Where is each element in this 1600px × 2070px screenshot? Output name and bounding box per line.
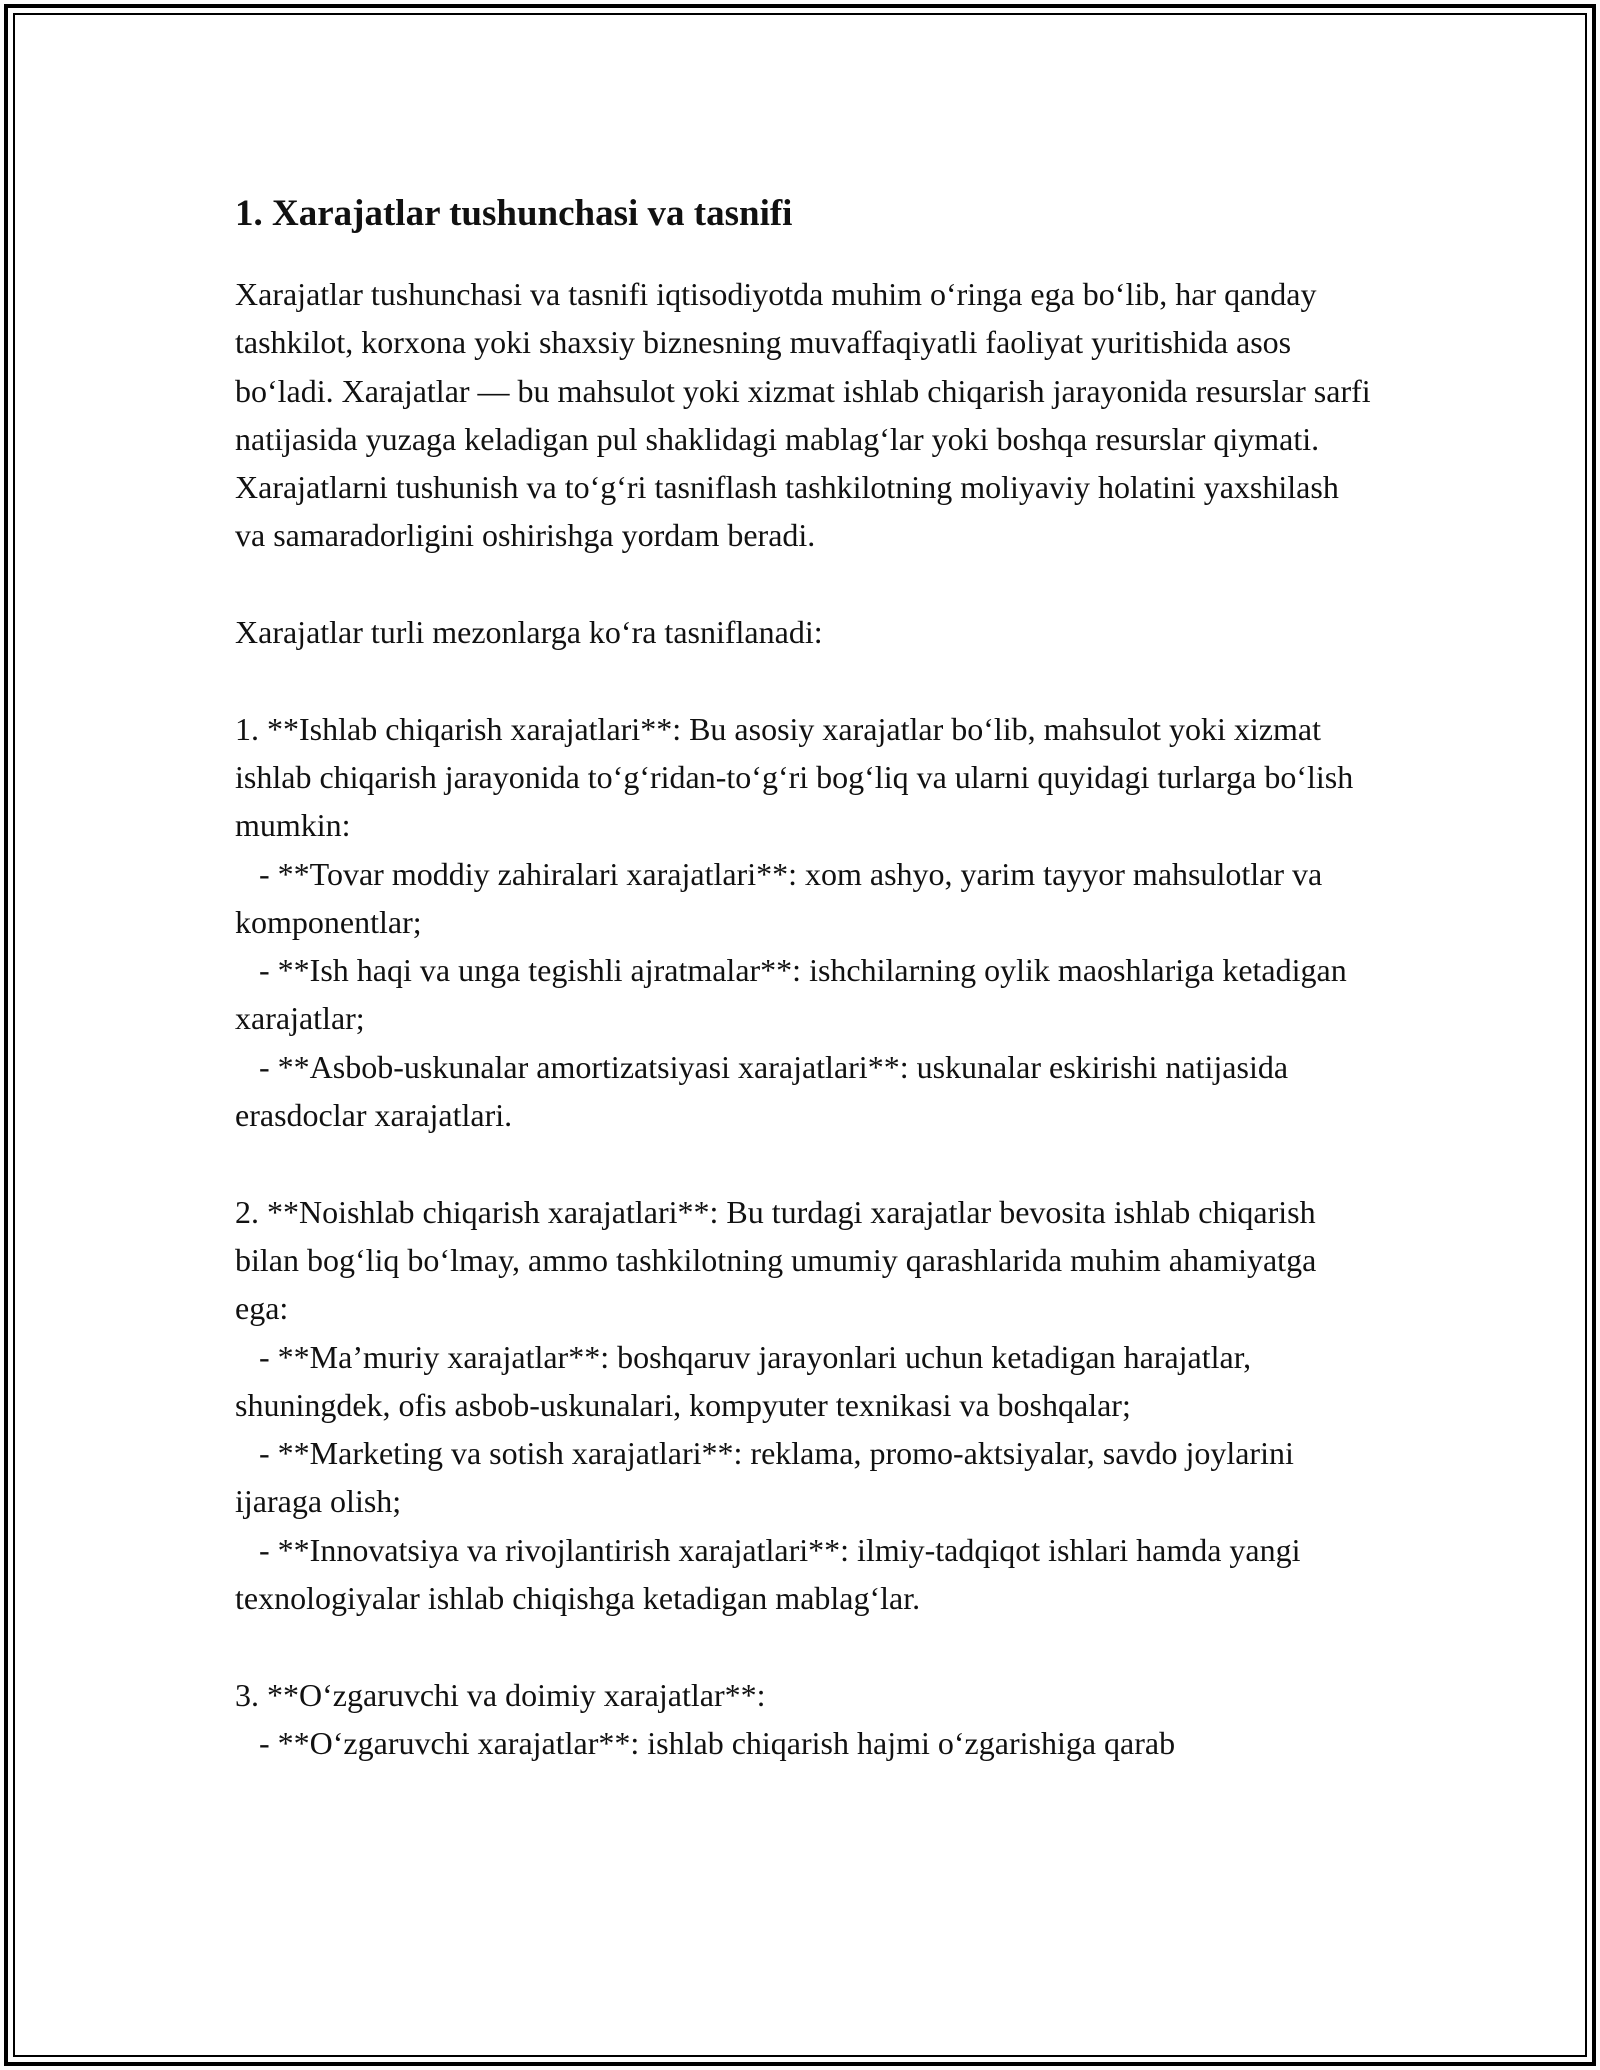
- list-item: - **O‘zgaruvchi xarajatlar**: ishlab chiqarish hajmi o‘zgarishiga qarab: [235, 1724, 1176, 1761]
- section-production-costs: [235, 705, 1375, 1140]
- classification-lead: Xarajatlar turli mezonlarga ko‘ra tasniflanadi:: [235, 614, 823, 651]
- spacer: [235, 656, 1375, 704]
- section-variable-fixed-costs: [235, 1671, 1375, 1768]
- list-item: - **Tovar moddiy zahiralari xarajatlari**: xom ashyo, yarim tayyor mahsulotlar va komponentlar;: [235, 855, 1331, 940]
- list-item: - **Asbob-uskunalar amortizatsiyasi xarajatlari**: uskunalar eskirishi natijasida erasdoclar xarajatlari.: [235, 1048, 1297, 1134]
- section-title: 1. **Ishlab chiqarish xarajatlari**: Bu asosiy xarajatlar bo‘lib, mahsulot yoki xizmat ishlab chiqarish jarayonida to‘g‘ridan-to‘g‘ri bog‘liq va ularni quyidagi turlarga bo‘lish mumkin:: [235, 710, 1362, 844]
- section-heading: 1. Xarajatlar tushunchasi va tasnifi: [235, 193, 793, 234]
- document-page: [235, 188, 1379, 1767]
- section-title: 3. **O‘zgaruvchi va doimiy xarajatlar**:: [235, 1676, 766, 1713]
- intro-paragraph: Xarajatlar tushunchasi va tasnifi iqtisodiyotda muhim o‘ringa ega bo‘lib, har qanday tashkilot, korxona yoki shaxsiy biznesning muvaffaqiyatli faoliyat yuritishida asos bo‘ladi. Xarajatlar — bu mahsulot yoki xizmat ishlab chiqarish jarayonida resurslar sarfi natijasida yuzaga keladigan pul shaklidagi mablag‘lar yoki boshqa resurslar qiymati. Xarajatlarni tushunish va to‘g‘ri tasniflash tashkilotning moliyaviy holatini yaxshilash va samaradorligini oshirishga yordam beradi.: [235, 276, 1379, 554]
- section-title: 2. **Noishlab chiqarish xarajatlari**: Bu turdagi xarajatlar bevosita ishlab chiqarish bilan bog‘liq bo‘lmay, ammo tashkilotning umumiy qarashlarida muhim ahamiyatga ega:: [235, 1193, 1325, 1327]
- spacer: [235, 1139, 1375, 1187]
- spacer: [235, 560, 1375, 608]
- list-item: - **Innovatsiya va rivojlantirish xarajatlari**: ilmiy-tadqiqot ishlari hamda yangi texnologiyalar ishlab chiqishga ketadigan mablag‘lar.: [235, 1531, 1309, 1617]
- spacer: [235, 1622, 1375, 1670]
- section-nonproduction-costs: [235, 1188, 1375, 1623]
- list-item: - **Ma’muriy xarajatlar**: boshqaruv jarayonlari uchun ketadigan harajatlar, shuningdek, ofis asbob-uskunalari, kompyuter texnikasi va boshqalar;: [235, 1338, 1260, 1423]
- list-item: - **Ish haqi va unga tegishli ajratmalar**: ishchilarning oylik maoshlariga ketadigan xarajatlar;: [235, 952, 1355, 1037]
- list-item: - **Marketing va sotish xarajatlari**: reklama, promo-aktsiyalar, savdo joylarini ijaraga olish;: [235, 1435, 1302, 1520]
